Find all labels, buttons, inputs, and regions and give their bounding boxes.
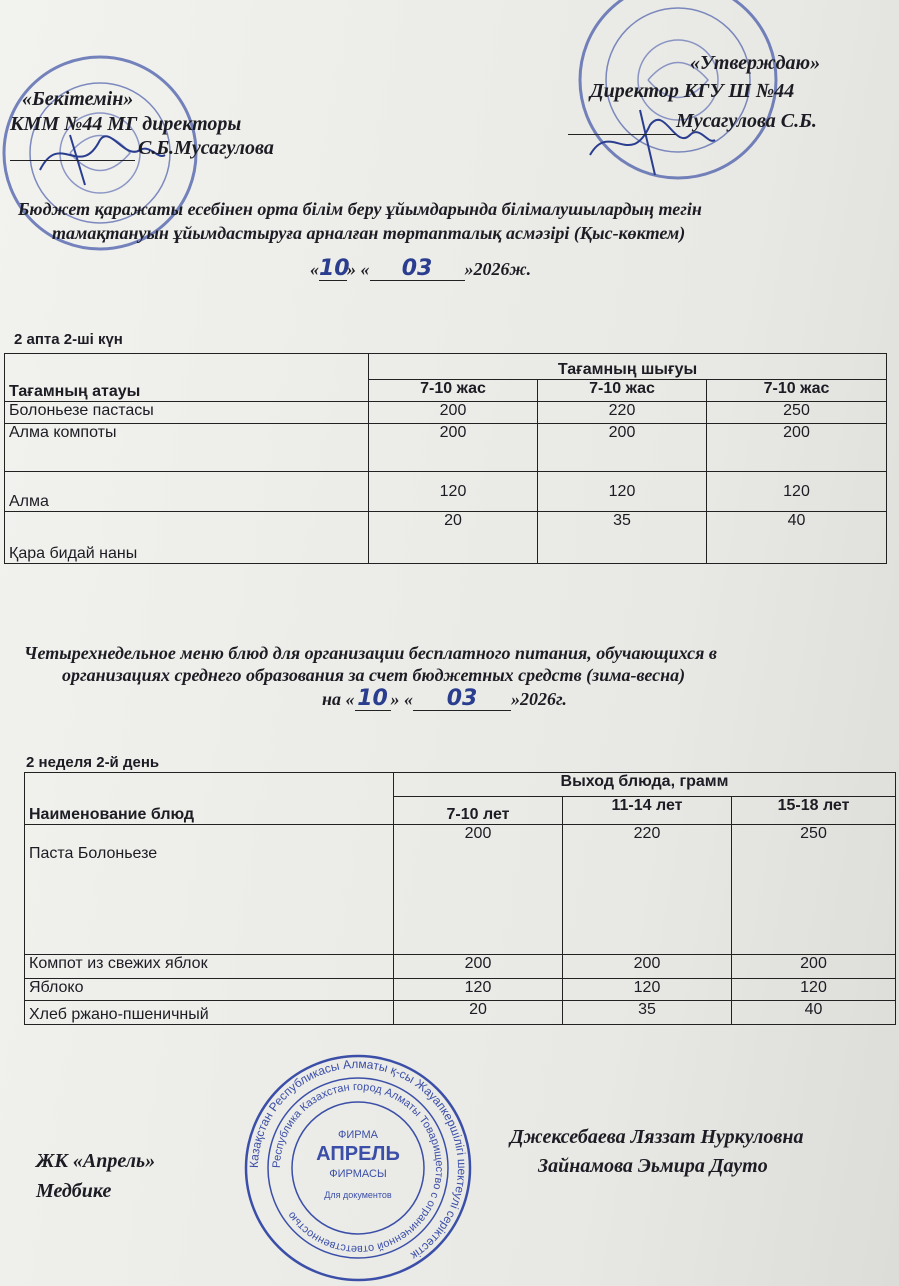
portion-value: 200 (707, 424, 887, 472)
table-row (5, 402, 887, 424)
stamp-center-sub: ФИРМАСЫ (329, 1168, 387, 1180)
dish-name: Паста Болоньезе (25, 825, 394, 955)
kz-age-col-1: 7-10 жас (369, 380, 538, 402)
approval-kz-heading: «Бекітемін» (22, 88, 134, 110)
approval-ru-position: Директор КГУ Ш №44 (590, 80, 795, 102)
portion-value: 35 (563, 1001, 732, 1025)
ru-date-close: »2026г. (511, 689, 567, 709)
stamp-ring-outer-text: Казақстан Республикасы Алматы қ-сы Жауапкершілігі шектеулі серіктестік (246, 1056, 470, 1263)
kz-age-col-3: 7-10 жас (707, 380, 887, 402)
footer-signatory-1: Джексебаева Ляззат Нуркуловна (510, 1126, 804, 1148)
portion-value: 200 (369, 424, 538, 472)
dish-name: Яблоко (25, 979, 394, 1001)
ru-title-line1: Четырехнедельное меню блюд для организации бесплатного питания, обучающихся в (24, 643, 717, 663)
ru-col-name-header: Наименование блюд (25, 773, 394, 825)
kz-age-col-2: 7-10 жас (538, 380, 707, 402)
portion-value: 120 (538, 472, 707, 512)
approval-ru-name: Мусагулова С.Б. (676, 110, 817, 132)
table-row (25, 1001, 896, 1025)
portion-value: 200 (732, 955, 896, 979)
ru-age-col-2: 11-14 лет (563, 797, 732, 825)
kz-date (310, 258, 531, 281)
table-row (25, 955, 896, 979)
ru-date-month: 03 (413, 688, 511, 711)
company-stamp (240, 1050, 476, 1286)
kz-col-group-header: Тағамның шығуы (369, 354, 887, 380)
portion-value: 120 (394, 979, 563, 1001)
portion-value: 40 (732, 1001, 896, 1025)
kz-date-open: « (310, 259, 319, 279)
portion-value: 220 (538, 402, 707, 424)
kz-date-close: »2026ж. (464, 259, 532, 279)
dish-name: Компот из свежих яблок (25, 955, 394, 979)
stamp-ring-inner-text: Республика Казахстан город Алматы Товарищество с ограниченной ответственностью (270, 1080, 446, 1256)
kz-menu-table (4, 353, 887, 564)
kz-title-line2: тамақтануын ұйымдастыруға арналған төртапталық асмәзірі (Қыс-көктем) (52, 223, 686, 243)
portion-value: 20 (369, 512, 538, 564)
table-row (25, 825, 896, 955)
ru-age-col-3: 15-18 лет (732, 797, 896, 825)
dish-name: Қара бидай наны (5, 512, 369, 564)
table-row (25, 979, 896, 1001)
footer-org: ЖК «Апрель» (36, 1150, 156, 1172)
ru-title-line2: организациях среднего образования за счет бюджетных средств (зима-весна) (62, 665, 686, 685)
approval-ru-signature-line (568, 134, 676, 135)
portion-value: 120 (707, 472, 887, 512)
stamp-center-main: АПРЕЛЬ (316, 1143, 400, 1165)
portion-value: 250 (707, 402, 887, 424)
ru-date-mid: » « (390, 689, 413, 709)
bleed-through-text (540, 290, 544, 306)
dish-name: Хлеб ржано-пшеничный (25, 1001, 394, 1025)
stamp-center-small: Для документов (324, 1190, 392, 1200)
approval-ru-heading: «Утверждаю» (690, 52, 821, 74)
table-row (5, 424, 887, 472)
kz-date-day: 10 (319, 256, 350, 281)
dish-name: Алма компоты (5, 424, 369, 472)
portion-value: 40 (707, 512, 887, 564)
portion-value: 35 (538, 512, 707, 564)
portion-value: 250 (732, 825, 896, 955)
portion-value: 220 (563, 825, 732, 955)
ru-date (322, 688, 567, 711)
ru-menu-table (24, 772, 896, 1025)
ru-date-day: 10 (355, 688, 391, 711)
ru-date-prefix: на « (322, 689, 355, 709)
portion-value: 200 (394, 825, 563, 955)
kz-col-name-header: Тағамның атауы (5, 354, 369, 402)
approval-kz-name: С.Б.Мусагулова (138, 137, 274, 159)
portion-value: 120 (369, 472, 538, 512)
kz-title-line1: Бюджет қаражаты есебінен орта білім беру ұйымдарында білімалушылардың тегін (18, 199, 702, 219)
stamp-center-top: ФИРМА (338, 1129, 378, 1141)
portion-value: 200 (563, 955, 732, 979)
footer-signatory-2: Зайнамова Эьмира Даутo (538, 1155, 768, 1177)
dish-name: Болоньезе пастасы (5, 402, 369, 424)
portion-value: 120 (732, 979, 896, 1001)
approval-kz-position: КММ №44 МГ директоры (10, 113, 242, 135)
kz-date-month: 03 (370, 258, 465, 281)
ru-age-col-1: 7-10 лет (394, 797, 563, 825)
portion-value: 20 (394, 1001, 563, 1025)
portion-value: 120 (563, 979, 732, 1001)
portion-value: 200 (538, 424, 707, 472)
table-row (5, 472, 887, 512)
approval-kz-signature-line (10, 160, 135, 161)
dish-name: Алма (5, 472, 369, 512)
portion-value: 200 (369, 402, 538, 424)
ru-col-group-header: Выход блюда, грамм (394, 773, 896, 797)
kz-date-mid: » « (347, 259, 370, 279)
portion-value: 200 (394, 955, 563, 979)
ru-day-label: 2 неделя 2-й день (26, 754, 160, 771)
table-row (5, 512, 887, 564)
footer-role: Медбике (36, 1180, 112, 1202)
kz-day-label: 2 апта 2-ші күн (14, 331, 123, 348)
